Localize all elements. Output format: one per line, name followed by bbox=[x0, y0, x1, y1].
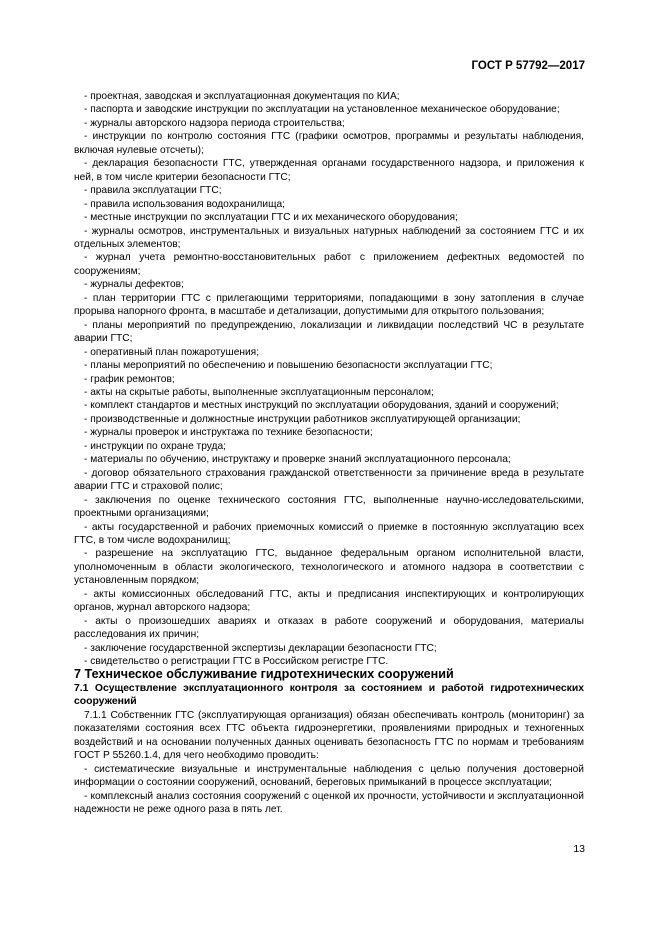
list-item: - декларация безопасности ГТС, утвержденная органами государственного надзора, и приложения к ней, в том числе критерии безопасности ГТС; bbox=[74, 158, 584, 183]
list-item: - инструкции по контролю состояния ГТС (графики осмотров, программы и результаты наблюдения, включая нулевые отсчеты); bbox=[74, 131, 584, 156]
paragraph: 7.1.1 Собственник ГТС (эксплуатирующая организация) обязан обеспечивать контроль (мониторинг) за показателями состояния всех ГТС объекта гидроэнергетики, проявлениями природных и техногенных воздействий и на основании полученных данных оценивать безопасность ГТС по нормам и требованиям ГОСТ Р 55260.1.4, для чего необходимо проводить: bbox=[74, 709, 584, 762]
list-item: - планы мероприятий по обеспечению и повышению безопасности эксплуатации ГТС; bbox=[84, 360, 493, 372]
list-item: - комплексный анализ состояния сооружений с оценкой их прочности, устойчивости и эксплуатационной надежности не реже одного раза в пять лет. bbox=[74, 790, 584, 816]
list-item: - заключение государственной экспертизы декларации безопасности ГТС; bbox=[84, 642, 437, 654]
list-item: - разрешение на эксплуатацию ГТС, выданное федеральным органом исполнительной власти, уполномоченным в области экологического, технологического и атомного надзора в соответствии с установленным порядком; bbox=[74, 548, 584, 587]
page-number: 13 bbox=[573, 843, 585, 855]
list-item: - планы мероприятий по предупреждению, локализации и ликвидации последствий ЧС в результате аварии ГТС; bbox=[74, 319, 584, 345]
document-list bbox=[74, 90, 584, 668]
list-item: - инструкции по охране труда; bbox=[84, 440, 226, 452]
document-header: ГОСТ Р 57792—2017 bbox=[471, 60, 585, 72]
document-body bbox=[74, 90, 584, 817]
section-heading: 7 Техническое обслуживание гидротехнических сооружений bbox=[74, 667, 454, 682]
list-item: - комплект стандартов и местных инструкций по эксплуатации оборудования, зданий и сооружений; bbox=[84, 400, 559, 412]
subsection-heading: 7.1 Осуществление эксплуатационного контроля за состоянием и работой гидротехнических сооружений bbox=[74, 682, 584, 708]
list-item: - местные инструкции по эксплуатации ГТС и их механического оборудования; bbox=[84, 212, 458, 224]
list-item: - паспорта и заводские инструкции по эксплуатации на установленное механическое оборудование; bbox=[84, 104, 560, 116]
list-item: - акты на скрытые работы, выполненные эксплуатационным персоналом; bbox=[84, 386, 434, 398]
list-item: - материалы по обучению, инструктажу и проверке знаний эксплуатационного персонала; bbox=[84, 454, 511, 466]
list-item: - правила эксплуатации ГТС; bbox=[84, 185, 222, 197]
list-item: - журналы дефектов; bbox=[84, 279, 184, 291]
list-item: - журнал учета ремонтно-восстановительных работ с приложением дефектных ведомостей по сооружениям; bbox=[74, 252, 584, 277]
list-item: - правила использования водохранилища; bbox=[84, 198, 285, 210]
list-item: - производственные и должностные инструкции работников эксплуатирующей организации; bbox=[84, 413, 521, 425]
list-item: - журналы проверок и инструктажа по технике безопасности; bbox=[84, 427, 373, 439]
list-item: - план территории ГТС с прилегающими территориями, попадающими в зону затопления в случае прорыва напорного фронта, в масштабе и детализации, допустимыми для открытого пользования; bbox=[74, 292, 584, 318]
list-item: - журналы авторского надзора периода строительства; bbox=[84, 117, 345, 129]
list-item: - акты государственной и рабочих приемочных комиссий о приемке в постоянную эксплуатацию всех ГТС, в том числе водохранилищ; bbox=[74, 521, 584, 546]
list-item: - договор обязательного страхования гражданской ответственности за причинение вреда в результате аварии ГТС и страховой полис; bbox=[74, 467, 584, 493]
list-item: - заключения по оценке технического состояния ГТС, выполненные научно-исследовательскими, проектными организациями; bbox=[74, 494, 584, 520]
list-item: - проектная, заводская и эксплуатационная документация по КИА; bbox=[84, 91, 400, 102]
list-item: - акты о произошедших авариях и отказах в работе сооружений и оборудования, материалы расследования их причин; bbox=[74, 615, 584, 641]
list-item: - свидетельство о регистрации ГТС в Российском регистре ГТС. bbox=[84, 656, 389, 668]
list-item: - журналы осмотров, инструментальных и визуальных натурных наблюдений за состоянием ГТС и их отдельных элементов; bbox=[74, 225, 584, 250]
list-item: - график ремонтов; bbox=[84, 373, 175, 385]
list-item: - акты комиссионных обследований ГТС, акты и предписания инспектирующих и контролирующих органов, журнал авторского надзора; bbox=[74, 588, 584, 614]
list-item: - оперативный план пожаротушения; bbox=[84, 346, 260, 358]
list-item: - систематические визуальные и инструментальные наблюдения с целью получения достоверной информации о состоянии сооружений, оснований, береговых примыканий в процессе эксплуатации; bbox=[74, 763, 584, 789]
